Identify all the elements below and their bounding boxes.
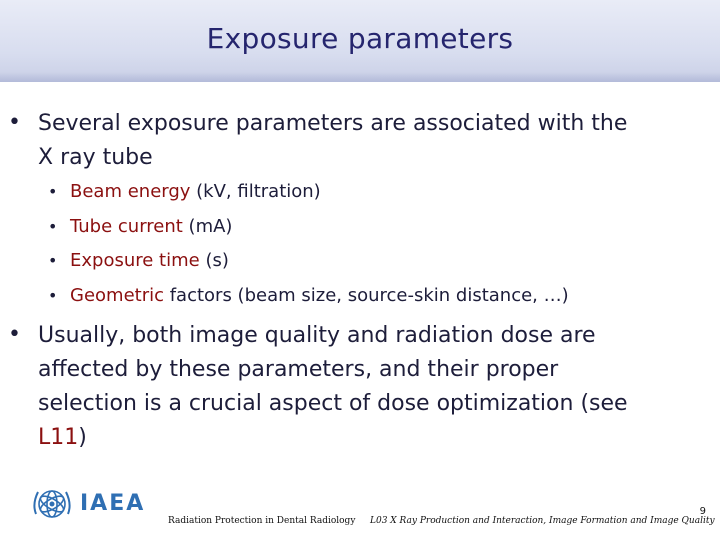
subbullet-2-marker: •	[48, 217, 58, 236]
title-bar	[0, 0, 720, 82]
subbullet-3-marker: •	[48, 251, 58, 270]
bullet-2-marker: •	[8, 322, 21, 347]
subbullet-3-accent: Exposure time	[70, 250, 200, 271]
page-number: 9	[699, 506, 706, 517]
title-bar-shade	[0, 72, 720, 82]
bullet-2-close: )	[78, 425, 87, 450]
subbullet-1-accent: Beam energy	[70, 181, 191, 202]
subbullet-1-rest: (kV, filtration)	[190, 181, 321, 202]
subbullet-2-rest: (mA)	[182, 216, 233, 237]
iaea-logo-text: IAEA	[80, 491, 146, 516]
subbullet-4-accent: Geometric	[70, 285, 164, 306]
subbullet-4-marker: •	[48, 286, 58, 305]
subbullet-4-rest: factors (beam size, source-skin distance, …)	[164, 285, 569, 306]
subbullet-2-accent: Tube current	[70, 216, 183, 237]
bullet-2-line-1: Usually, both image quality and radiation dose are	[38, 323, 596, 348]
bullet-1-text	[38, 107, 688, 175]
subbullet-1-marker: •	[48, 182, 58, 201]
lecture-link[interactable]: L11	[38, 425, 79, 450]
bullet-1-line-1: Several exposure parameters are associated with the	[38, 111, 628, 136]
slide-title: Exposure parameters	[206, 22, 514, 55]
bullet-2-line-3: selection is a crucial aspect of dose optimization (see	[38, 391, 628, 416]
bullet-2-text	[38, 319, 688, 455]
bullet-2-line-2: affected by these parameters, and their proper	[38, 357, 559, 382]
bullet-1-marker: •	[8, 110, 21, 135]
footer-lecture: L03 X Ray Production and Interaction, Image Formation and Image Quality	[370, 516, 715, 526]
subbullet-3-rest: (s)	[199, 250, 229, 271]
footer-course: Radiation Protection in Dental Radiology	[168, 516, 356, 526]
iaea-logo	[30, 482, 160, 526]
subbullet-1	[70, 180, 690, 204]
subbullet-4	[70, 284, 690, 308]
subbullet-2	[70, 215, 690, 239]
bullet-1-line-2: X ray tube	[38, 145, 153, 170]
bullet-2-line-4	[38, 421, 688, 455]
subbullet-3	[70, 249, 690, 273]
